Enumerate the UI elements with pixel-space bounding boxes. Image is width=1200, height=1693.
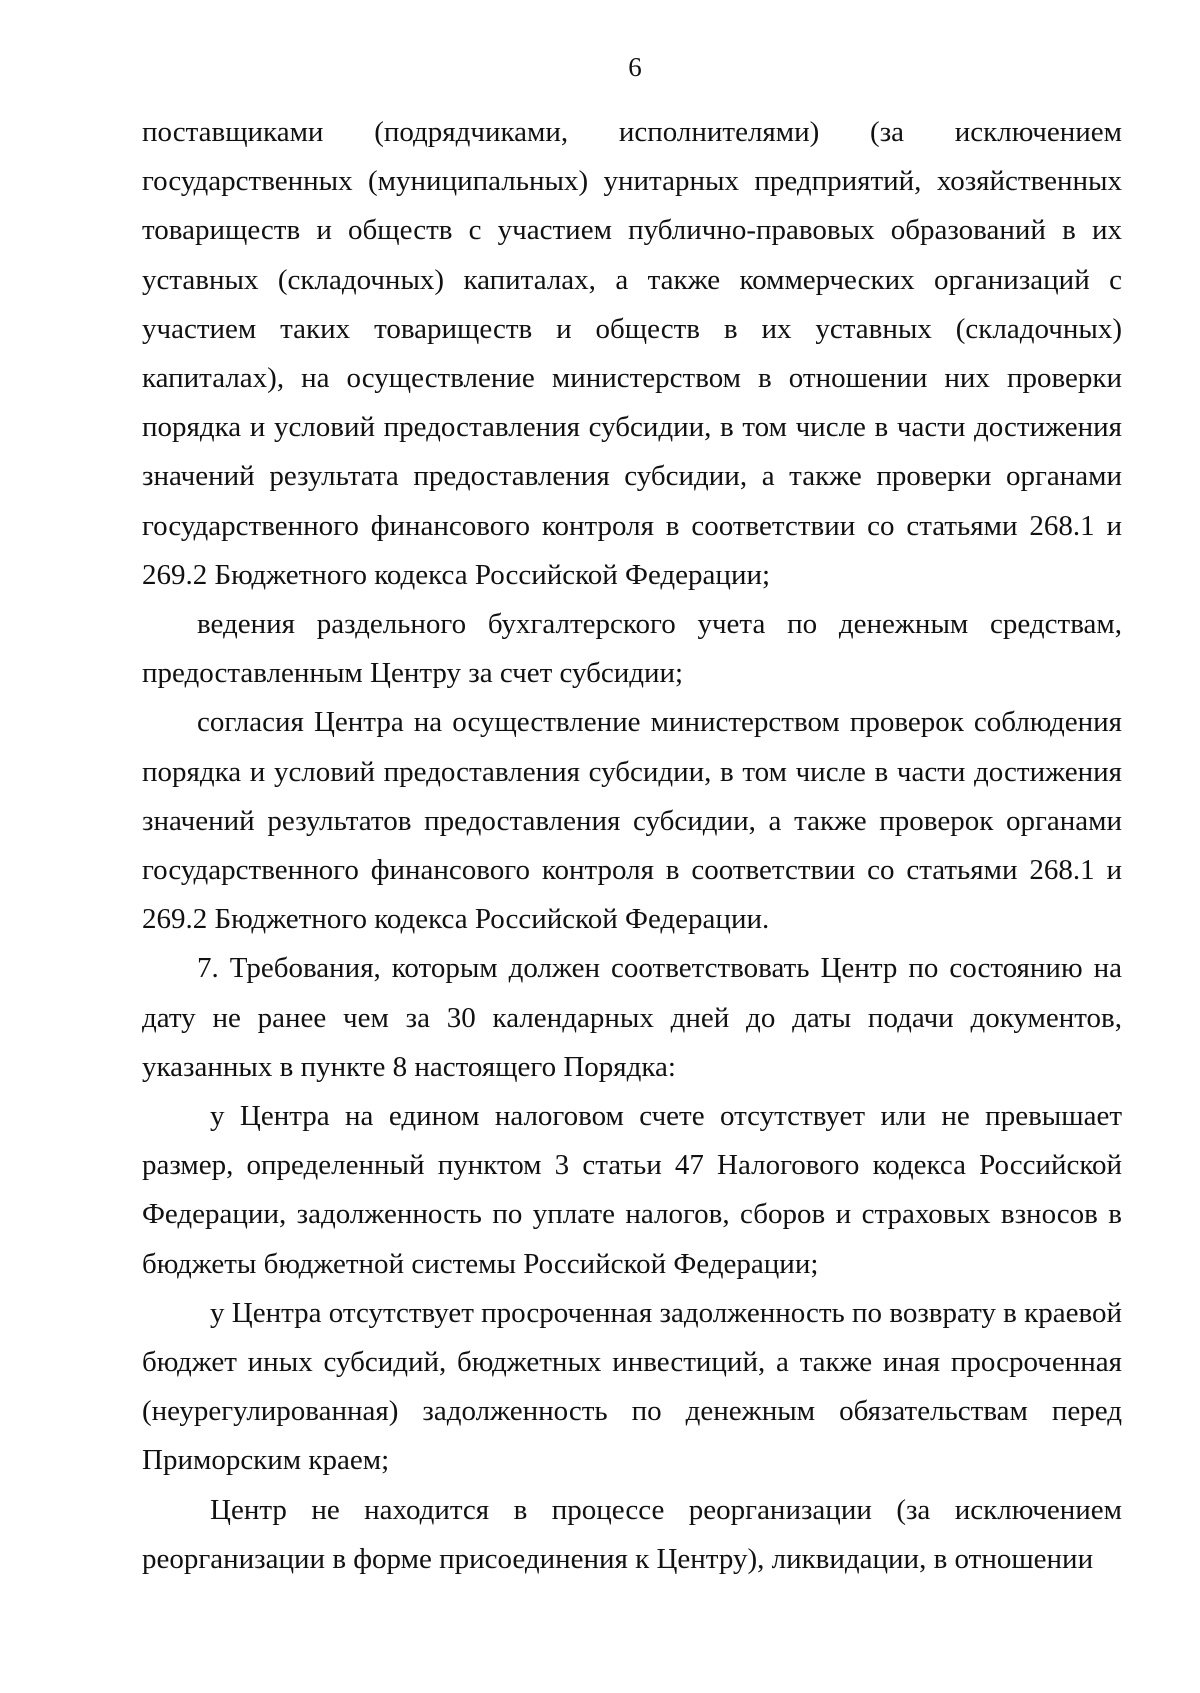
paragraph-requirements-heading: 7. Требования, которым должен соответствовать Центр по состоянию на дату не ранее чем за 30 календарных дней до даты подачи документов, указанных в пункте 8 настоящего Порядка: (142, 952, 1122, 1083)
paragraph-reorganization: Центр не находится в процессе реорганизации (за исключением реорганизации в форме присоединения к Центру), ликвидации, в отношении (142, 1493, 1122, 1575)
paragraph-overdue-debt: у Центра отсутствует просроченная задолженность по возврату в краевой бюджет иных субсидий, бюджетных инвестиций, а также иная просроченная (неурегулированная) задолженность по денежным обязательствам перед Приморским краем; (142, 1296, 1122, 1477)
paragraph-center-consent: согласия Центра на осуществление министерством проверок соблюдения порядка и условий предоставления субсидии, в том числе в части достижения значений результатов предоставления субсидии, а также проверок органами государственного финансового контроля в соответствии со статьями 268.1 и 269.2 Бюджетного кодекса Российской Федерации. (142, 706, 1122, 936)
paragraph-separate-accounting: ведения раздельного бухгалтерского учета по денежным средствам, предоставленным Центру за счет субсидии; (142, 608, 1122, 690)
paragraph-suppliers-consent: поставщиками (подрядчиками, исполнителями) (за исключением государственных (муниципальных) унитарных предприятий, хозяйственных товариществ и обществ с участием публично-правовых образований в их уставных (складочных) капиталах, а также коммерческих организаций с участием таких товариществ и обществ в их уставных (складочных) капиталах), на осуществление министерством в отношении них проверки порядка и условий предоставления субсидии, в том числе в части достижения значений результата предоставления субсидии, а также проверки органами государственного финансового контроля в соответствии со статьями 268.1 и 269.2 Бюджетного кодекса Российской Федерации; (142, 116, 1122, 591)
document-body (142, 108, 1122, 1584)
paragraph-tax-debt: у Центра на едином налоговом счете отсутствует или не превышает размер, определенный пунктом 3 статьи 47 Налогового кодекса Российской Федерации, задолженность по уплате налогов, сборов и страховых взносов в бюджеты бюджетной системы Российской Федерации; (142, 1100, 1122, 1280)
page-number: 6 (628, 52, 642, 82)
